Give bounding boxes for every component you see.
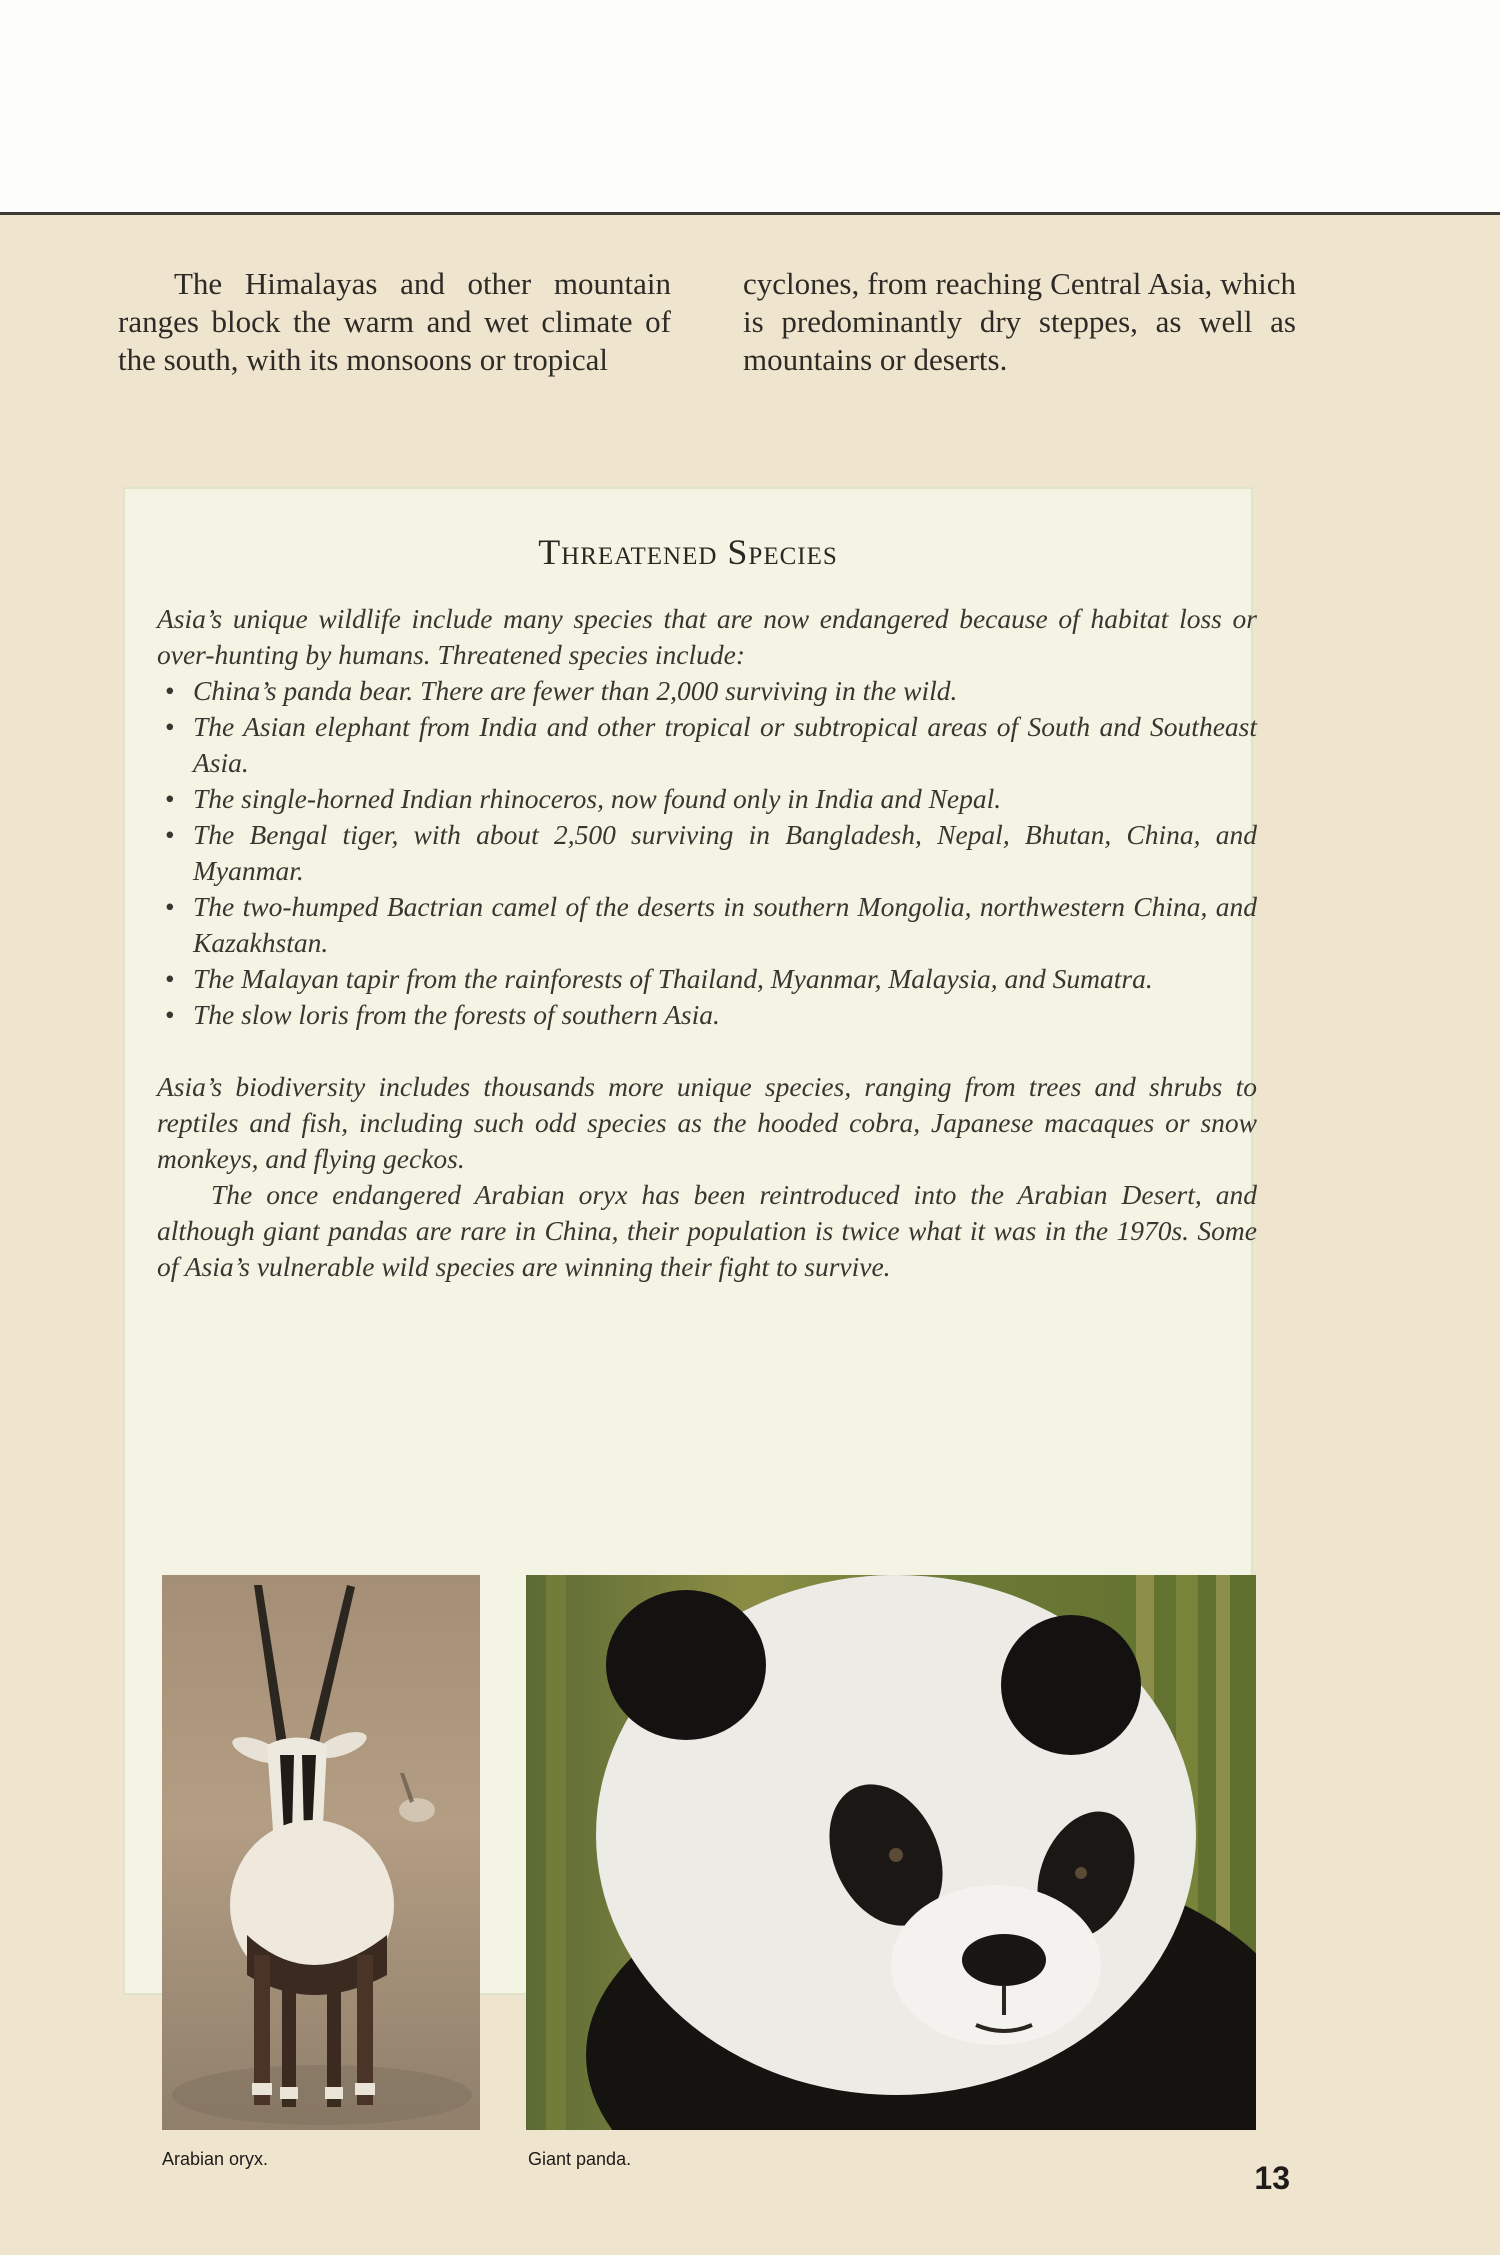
page-top-margin: [0, 0, 1500, 212]
recovery-paragraph: The once endangered Arabian oryx has been reintroduced into the Arabian Desert, and although giant pandas are rare in China, their population is twice what it was in the 1970s. Some of Asia’s vulnerable wild species are winning their fight to survive.: [157, 1179, 1257, 1282]
list-item: • The two-humped Bactrian camel of the deserts in southern Mongolia, northwestern China, and Kazakhstan.: [157, 889, 1257, 961]
list-item: • The Bengal tiger, with about 2,500 surviving in Bangladesh, Nepal, Bhutan, China, and Myanmar.: [157, 817, 1257, 889]
giant-panda-photo: [526, 1575, 1256, 2130]
box-title: Threatened Species: [538, 532, 838, 572]
list-item: • The slow loris from the forests of southern Asia.: [157, 997, 1257, 1033]
page-number: 13: [1254, 2160, 1290, 2196]
biodiversity-paragraph: Asia’s biodiversity includes thousands more unique species, ranging from trees and shrubs to reptiles and fish, including such odd species as the hooded cobra, Japanese macaques or snow monkeys, and flying geckos.: [157, 1071, 1257, 1174]
list-item: • The single-horned Indian rhinoceros, now found only in India and Nepal.: [157, 781, 1257, 817]
oryx-caption: Arabian oryx.: [162, 2149, 269, 2169]
intro-text: [118, 265, 1296, 379]
species-list: [157, 673, 1257, 1033]
box-body: [157, 601, 1257, 1285]
intro-column-left: The Himalayas and other mountain ranges block the warm and wet climate of the south, with its monsoons or tropical: [118, 266, 671, 377]
lead-paragraph: Asia’s unique wildlife include many species that are now endangered because of habitat loss or over-hunting by humans. Threatened species include:: [157, 603, 1257, 670]
paragraph-gap: [157, 1033, 1257, 1069]
list-item: • China’s panda bear. There are fewer than 2,000 surviving in the wild.: [157, 673, 1257, 709]
intro-column-right: cyclones, from reaching Central Asia, which is predominantly dry steppes, as well as mountains or deserts.: [743, 266, 1296, 377]
threatened-species-box: [123, 487, 1257, 2169]
panda-caption: Giant panda.: [528, 2149, 632, 2169]
book-page: [0, 212, 1500, 2255]
arabian-oryx-photo: [162, 1575, 480, 2130]
list-item: • The Asian elephant from India and other tropical or subtropical areas of South and Southeast Asia.: [157, 709, 1257, 781]
list-item: • The Malayan tapir from the rainforests of Thailand, Myanmar, Malaysia, and Sumatra.: [157, 961, 1257, 997]
